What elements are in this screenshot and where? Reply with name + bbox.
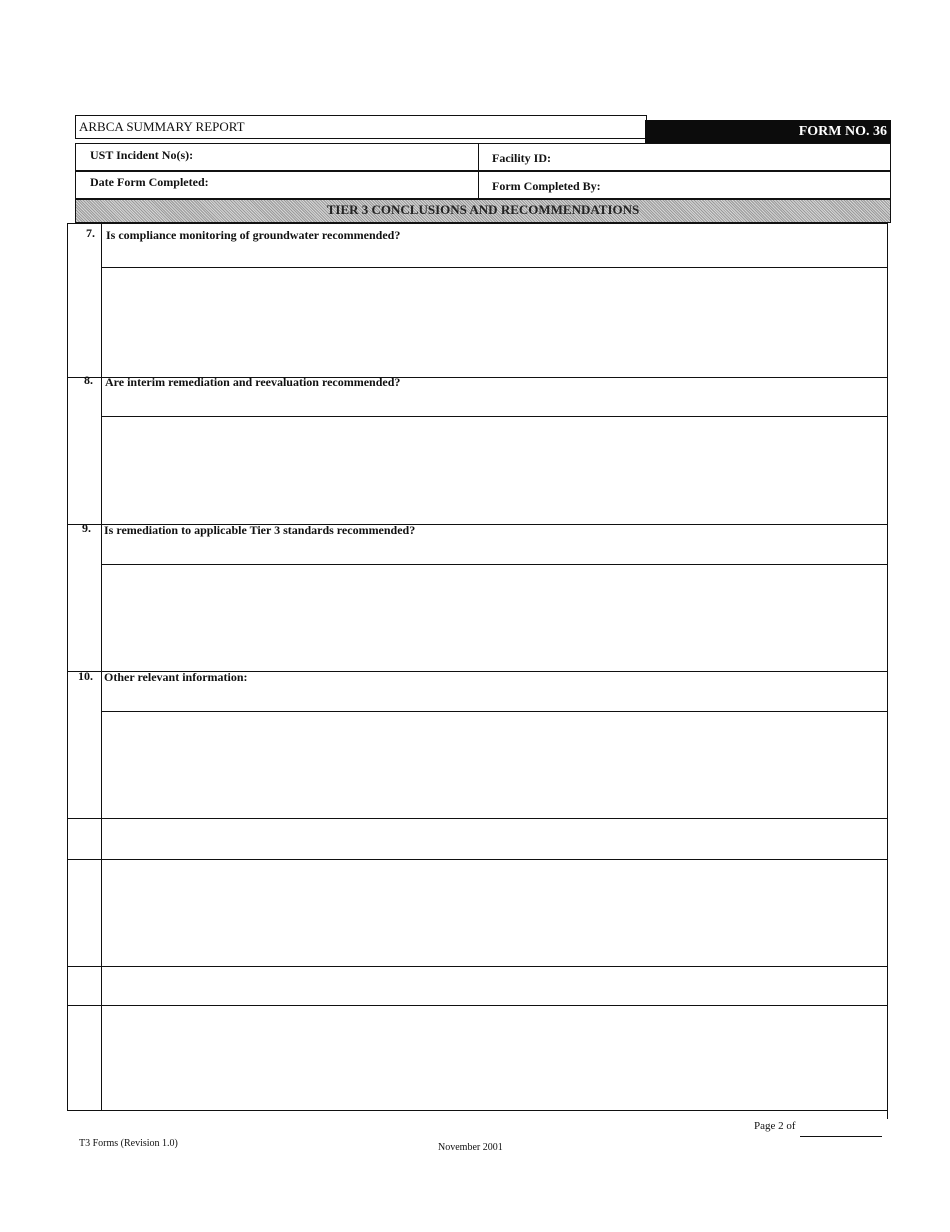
q9-answer-area[interactable] (104, 567, 884, 667)
q10-answer-area[interactable] (104, 714, 884, 814)
blank-row-1-line (67, 859, 887, 860)
q10-question: Other relevant information: (104, 670, 248, 684)
report-title: ARBCA SUMMARY REPORT (79, 119, 245, 134)
page-total-line (800, 1136, 882, 1137)
table-left-border (67, 223, 68, 1111)
date-completed-label: Date Form Completed: (90, 175, 209, 189)
table-number-column-border (101, 223, 102, 1111)
form-revision: T3 Forms (Revision 1.0) (79, 1138, 178, 1149)
incident-row-divider (478, 143, 479, 171)
q8-answer-line (101, 416, 887, 417)
form-number-box (645, 120, 891, 144)
q7-top-line (67, 223, 887, 224)
q9-number: 9. (82, 521, 91, 535)
page-number: Page 2 of (754, 1120, 796, 1132)
section-title: TIER 3 CONCLUSIONS AND RECOMMENDATIONS (326, 202, 640, 217)
q9-question: Is remediation to applicable Tier 3 standards recommended? (104, 523, 416, 537)
completed-by-field[interactable] (625, 174, 880, 196)
ust-incident-label: UST Incident No(s): (90, 148, 194, 162)
facility-id-label: Facility ID: (492, 151, 551, 165)
q7-answer-line (101, 267, 887, 268)
q7-answer-area[interactable] (104, 270, 884, 374)
facility-id-field[interactable] (570, 146, 880, 168)
ust-incident-field[interactable] (260, 146, 470, 168)
table-bottom-border (67, 1110, 887, 1111)
blank-row-1-area[interactable] (104, 862, 884, 962)
q8-answer-area[interactable] (104, 419, 884, 519)
blank-row-2-area[interactable] (104, 1008, 884, 1108)
section-banner (75, 199, 891, 223)
revision-date: November 2001 (438, 1142, 503, 1153)
blank-row-2-line (67, 1005, 887, 1006)
q7-number: 7. (86, 226, 95, 240)
blank-row-1-top (67, 818, 887, 819)
q8-question: Are interim remediation and reevaluation recommended? (105, 375, 401, 389)
q8-number: 8. (84, 373, 93, 387)
date-completed-field[interactable] (240, 174, 470, 196)
blank-row-2-top (67, 966, 887, 967)
q7-question: Is compliance monitoring of groundwater recommended? (106, 228, 401, 242)
form-number: FORM NO. 36 (798, 124, 887, 139)
date-row-divider (478, 171, 479, 199)
q10-answer-line (101, 711, 887, 712)
report-title-box (75, 115, 647, 139)
q10-number: 10. (78, 669, 93, 683)
table-right-border (887, 223, 888, 1119)
completed-by-label: Form Completed By: (492, 179, 601, 193)
q9-answer-line (101, 564, 887, 565)
